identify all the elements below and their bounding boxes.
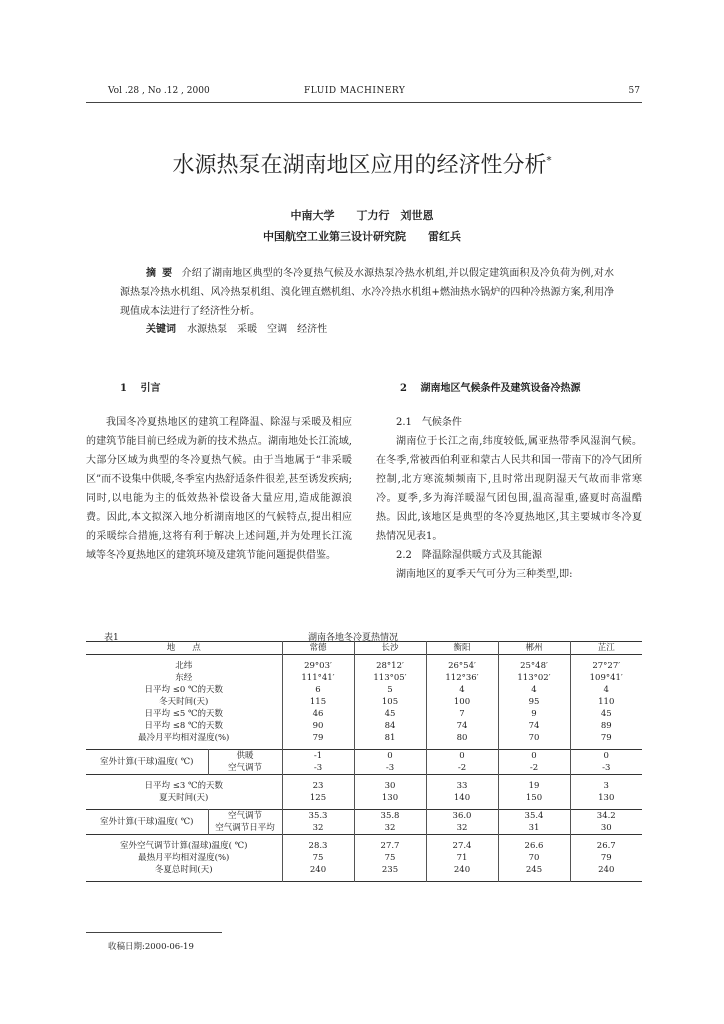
section-1-paragraph: 我国冬冷夏热地区的建筑工程降温、除湿与采暖及相应的建筑节能目前已经成为新的技术热点。湖南地处长江流域,大部分区域为典型的冬冷夏热气候。由于当地属于“非采暖区”而不设集中供暖,冬季室内热舒适条件很差,甚至诱发疾病;同时,以电能为主的低效热补偿设备大量应用,造成能源浪费。因此,本文拟深入地分析湖南地区的气候特点,提出相应的采暖综合措施,这将有利于解决上述问题,并为处理长江流域等冬冷夏热地区的建筑环境及建筑节能问题提供借鉴。 [86,417,352,561]
row-labels-winter: 北纬 东经 日平均 ≤0 ℃的天数 冬天时间(天) 日平均 ≤5 ℃的天数 日平均 ≤8 ℃的天数 最冷月平均相对湿度(%) [138,661,230,743]
paper-title: 水源热泵在湖南地区应用的经济性分析* [172,153,552,178]
title-footnote-mark: * [546,155,552,167]
table-block-humidity [86,835,642,882]
section-1-body [86,413,352,565]
table-cell-group: 36.0 32 [426,810,498,835]
subsection-2-2-heading: 2.2 降温除湿供暖方式及其能源 [396,550,542,561]
table-header-row [86,642,642,655]
table-cell-group: 29°03′ 111°41′ 6 115 46 90 79 [282,655,354,750]
row-labels-summer-days: 日平均 ≤3 ℃的天数 夏天时间(天) [144,781,223,803]
col-header-zhijiang: 芷江 [570,642,642,655]
section-2-2-paragraph: 湖南地区的夏季天气可分为三种类型,即: [396,569,573,580]
page-number: 57 [628,86,640,96]
abstract-label: 摘要 [146,268,179,279]
table-cell-group: 23 125 [282,775,354,810]
table-block-winter [86,655,642,750]
table-block-summer-temp [86,810,642,835]
table-cell-group: 0 -2 [498,750,570,775]
table-cell-group: 19 150 [498,775,570,810]
table-cell-group: 28°12′ 113°05′ 5 105 45 84 81 [354,655,426,750]
section-2-heading: 2 湖南地区气候条件及建筑设备冷热源 [400,383,581,394]
section-2-1-paragraph: 湖南位于长江之南,纬度较低,属亚热带季风湿润气候。在冬季,常被西伯利亚和蒙古人民共和国一带南下的冷气团所控制,北方寒流频频南下,且时常出现阴湿天气故而非常寒冷。夏季,多为海洋暖湿气团包围,温高湿重,盛夏时高温酷热。因此,该地区是典型的冬冷夏热地区,其主要城市冬冷夏热情况见表1。 [376,436,642,542]
keywords-label: 关键词 [146,324,176,335]
row-sublabels-winter-temp: 供暖 空气调节 [208,750,282,775]
received-date-footnote: 收稿日期:2000-06-19 [108,942,194,952]
table-cell-group: -1 -3 [282,750,354,775]
header-rule [86,102,642,103]
running-header [108,86,640,100]
row-label-winter-temp: 室外计算(干球)温度( ℃) [100,757,194,767]
section-1-heading: 1 引言 [120,383,161,394]
table-cell-group: 27.4 71 240 [426,835,498,882]
table-cell-group: 26°54′ 112°36′ 4 100 7 74 80 [426,655,498,750]
table-cell-group: 27°27′ 109°41′ 4 110 45 89 79 [570,655,642,750]
table-cell-group: 26.7 79 240 [570,835,642,882]
table-cell-group: 35.8 32 [354,810,426,835]
col-header-changde: 常德 [282,642,354,655]
col-header-hengyang: 衡阳 [426,642,498,655]
journal-name: FLUID MACHINERY [304,86,406,96]
row-label-summer-temp: 室外计算(干球)温度( ℃) [100,817,194,827]
table-cell-group: 27.7 75 235 [354,835,426,882]
section-2-body [376,413,642,584]
keywords [146,320,327,335]
climate-table [86,641,642,882]
table-cell-group: 34.2 30 [570,810,642,835]
author-line-1: 中南大学 丁力行 刘世恩 [290,209,434,222]
table-label: 表1 [104,633,119,643]
col-header-location: 地 点 [166,643,201,653]
table-cell-group: 26.6 70 245 [498,835,570,882]
footnote-rule [86,932,222,933]
table-cell-group: 0 -3 [354,750,426,775]
abstract [120,264,614,321]
table-cell-group: 28.3 75 240 [282,835,354,882]
table-cell-group: 33 140 [426,775,498,810]
table-cell-group: 30 130 [354,775,426,810]
abstract-text: 介绍了湖南地区典型的冬冷夏热气候及水源热泵冷热水机组,并以假定建筑面积及冷负荷为例,对水源热泵冷热水机组、风冷热泵机组、溴化锂直燃机组、水冷冷热水机组+燃油热水锅炉的四种冷热源方案,利用净现值成本法进行了经济性分析。 [120,268,614,317]
col-header-changsha: 长沙 [354,642,426,655]
table-cell-group: 25°48′ 113°02′ 4 95 9 74 70 [498,655,570,750]
table-cell-group: 0 -2 [426,750,498,775]
row-sublabels-summer-temp: 空气调节 空气调节日平均 [208,810,282,835]
subsection-2-1-heading: 2.1 气候条件 [396,417,462,428]
table-block-summer-days [86,775,642,810]
table-cell-group: 35.4 31 [498,810,570,835]
keywords-text: 水源热泵 采暖 空调 经济性 [187,324,328,335]
table-cell-group: 0 -3 [570,750,642,775]
author-line-2: 中国航空工业第三设计研究院 雷红兵 [263,230,461,243]
table-cell-group: 35.3 32 [282,810,354,835]
table-cell-group: 3 130 [570,775,642,810]
table-title: 湖南各地冬冷夏热情况 [308,633,399,643]
col-header-chenzhou: 郴州 [498,642,570,655]
table-block-winter-temp [86,750,642,775]
row-labels-humidity: 室外空气调节计算(湿球)温度( ℃) 最热月平均相对湿度(%) 冬夏总时间(天) [120,841,248,875]
journal-volume: Vol .28 , No .12 , 2000 [108,86,210,96]
